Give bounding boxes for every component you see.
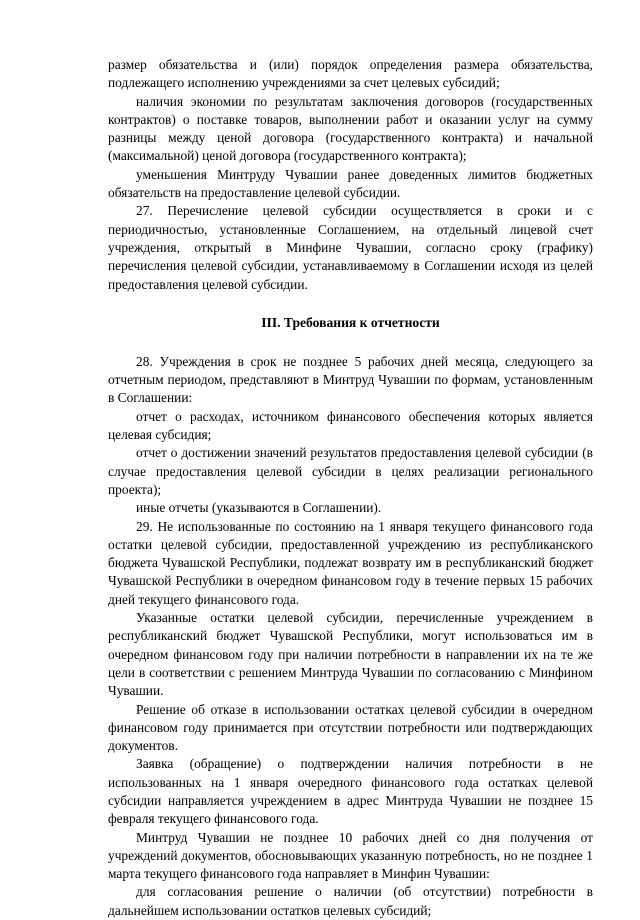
- paragraphs-before: [108, 56, 593, 294]
- paragraph: Заявка (обращение) о подтверждении наличия потребности в не использованных на 1 января очередного финансового года остатках целевой субсидии направляется учреждением в адрес Минтруда Чувашии не позднее 15 февраля текущего финансового года.: [108, 756, 593, 827]
- paragraph: Указанные остатки целевой субсидии, перечисленные учреждением в республиканский бюджет Чувашской Республики, могут использоваться им в очередном финансовом году при наличии потребности в направлении их на те же цели в соответствии с решением Минтруда Чувашии по согласованию с Минфином Чувашии.: [108, 610, 593, 699]
- paragraph: размер обязательства и (или) порядок определения размера обязательства, подлежащего исполнению учреждениями за счет целевых субсидий;: [108, 57, 593, 91]
- paragraph: уменьшения Минтруду Чувашии ранее доведенных лимитов бюджетных обязательств на предоставление целевой субсидии.: [108, 166, 593, 201]
- paragraph: для согласования решение о наличии (об отсутствии) потребности в дальнейшем использовании остатков целевых субсидий;: [108, 884, 593, 918]
- paragraph: наличия экономии по результатам заключения договоров (государственных контрактов) о поставке товаров, выполнении работ и оказании услуг на сумму разницы между ценой договора (государственного контракта) и начальной (максимальной) ценой договора (государственного контракта);: [108, 93, 593, 164]
- paragraph: отчет о достижении значений результатов предоставления целевой субсидии (в случае предоставления целевой субсидии в целях реализации регионального проекта);: [108, 445, 593, 497]
- paragraph: Минтруд Чувашии не позднее 10 рабочих дней со дня получения от учреждений документов, обосновывающих указанную потребность, но не позднее 1 марта текущего финансового года направляет в Минфин Чувашии:: [108, 829, 593, 882]
- paragraph: 28. Учреждения в срок не позднее 5 рабочих дней месяца, следующего за отчетным периодом, представляют в Минтруд Чувашии по формам, установленным в Соглашении:: [108, 353, 593, 406]
- section-heading: III. Требования к отчетности: [261, 314, 440, 330]
- paragraph: отчет о расходах, источником финансового обеспечения которых является целевая субсидия;: [108, 408, 593, 443]
- paragraphs-after: [108, 353, 593, 920]
- paragraph: 29. Не использованные по состоянию на 1 января текущего финансового года остатки целевой субсидии, предоставленной учреждению из республиканского бюджета Чувашской Республики, подлежат возврату им в республиканский бюджет Чувашской Республики в очередном финансовом году в течение первых 15 рабочих дней текущего финансового года.: [108, 518, 593, 607]
- paragraph: иные отчеты (указываются в Соглашении).: [136, 500, 382, 516]
- paragraph: Решение об отказе в использовании остатках целевой субсидии в очередном финансовом году принимается при отсутствии потребности или подтверждающих документов.: [108, 701, 593, 754]
- paragraph: 27. Перечисление целевой субсидии осуществляется в сроки и с периодичностью, установленные Соглашением, на отдельный лицевой счет учреждения, открытый в Минфине Чувашии, согласно сроку (графику) перечисления целевой субсидии, устанавливаемому в Соглашении исходя из целей предоставления целевой субсидии.: [108, 203, 593, 292]
